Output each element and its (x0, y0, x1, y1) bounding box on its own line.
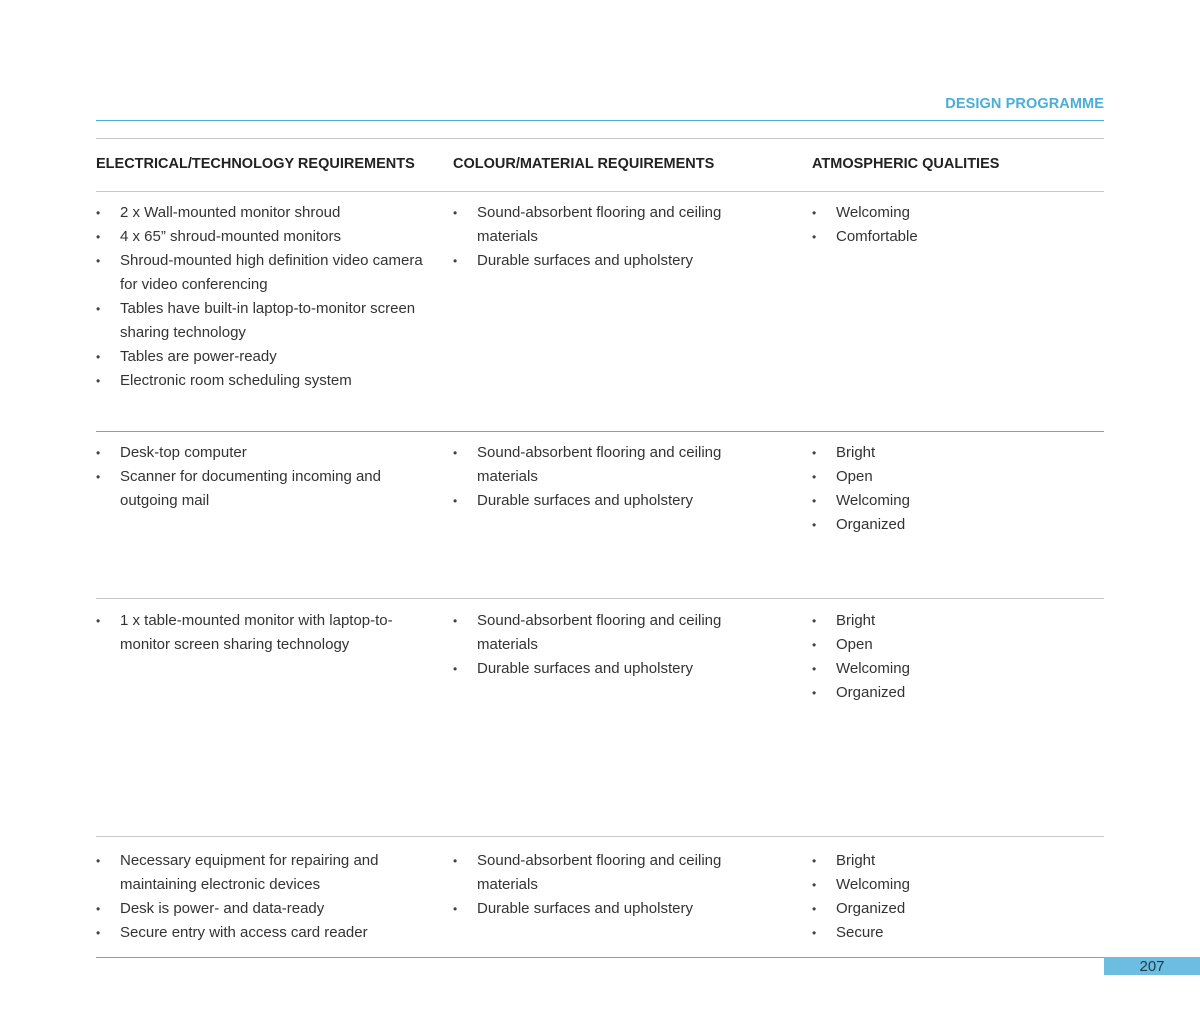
list-item (453, 249, 753, 273)
bullet-icon: • (453, 206, 458, 220)
bullet-icon: • (812, 926, 817, 940)
list-item (812, 225, 1072, 249)
bullet-icon: • (812, 686, 817, 700)
list-item-text: Secure (836, 924, 884, 941)
header-rule-gray (96, 138, 1104, 139)
row-divider (96, 431, 1104, 432)
list-item-text: Desk-top computer (120, 444, 247, 461)
row-1-atmospheric-list (812, 201, 1072, 249)
list-item-text: Sound-absorbent flooring and ceiling materials (477, 444, 722, 485)
list-item (96, 345, 441, 369)
list-item-text: Secure entry with access card reader (120, 924, 368, 941)
list-item-text: Open (836, 636, 873, 653)
list-item (812, 201, 1072, 225)
list-item (453, 657, 753, 681)
list-item (812, 513, 1072, 537)
list-item (96, 609, 441, 657)
bullet-icon: • (812, 854, 817, 868)
row-1-electrical-list (96, 201, 441, 393)
bullet-icon: • (812, 446, 817, 460)
list-item-text: Welcoming (836, 660, 910, 677)
list-item (453, 201, 753, 249)
list-item-text: Bright (836, 612, 876, 629)
list-item-text: Tables are power-ready (120, 348, 277, 365)
list-item-text: Sound-absorbent flooring and ceiling materials (477, 852, 722, 893)
row-3-atmospheric-list (812, 609, 1072, 705)
list-item (96, 201, 441, 225)
bullet-icon: • (96, 254, 101, 268)
bullet-icon: • (812, 518, 817, 532)
bullet-icon: • (96, 854, 101, 868)
bullet-icon: • (96, 350, 101, 364)
page-number: 207 (1104, 957, 1200, 975)
list-item-text: Durable surfaces and upholstery (477, 900, 693, 917)
list-item (96, 441, 441, 465)
bullet-icon: • (812, 206, 817, 220)
list-item-text: Sound-absorbent flooring and ceiling materials (477, 204, 722, 245)
bullet-icon: • (453, 854, 458, 868)
list-item (812, 849, 1072, 873)
list-item (96, 897, 441, 921)
bullet-icon: • (96, 470, 101, 484)
bullet-icon: • (812, 494, 817, 508)
list-item-text: Comfortable (836, 228, 918, 245)
list-item (812, 873, 1072, 897)
bullet-icon: • (453, 662, 458, 676)
list-item (96, 225, 441, 249)
bullet-icon: • (96, 206, 101, 220)
list-item (96, 369, 441, 393)
bullet-icon: • (812, 470, 817, 484)
list-item-text: 2 x Wall-mounted monitor shroud (120, 204, 341, 221)
row-3-electrical-list (96, 609, 441, 657)
list-item-text: Organized (836, 684, 906, 701)
list-item-text: Durable surfaces and upholstery (477, 660, 693, 677)
list-item-text: Welcoming (836, 492, 910, 509)
list-item (453, 897, 753, 921)
bullet-icon: • (453, 254, 458, 268)
list-item (812, 633, 1072, 657)
list-item (812, 897, 1072, 921)
list-item (96, 249, 441, 297)
bullet-icon: • (453, 614, 458, 628)
row-2-electrical-list (96, 441, 441, 513)
list-item-text: Tables have built-in laptop-to-monitor screen sharing technology (120, 300, 416, 341)
section-title: DESIGN PROGRAMME (945, 96, 1104, 112)
bullet-icon: • (812, 230, 817, 244)
list-item-text: 1 x table-mounted monitor with laptop-to-monitor screen sharing technology (120, 612, 393, 653)
bullet-icon: • (812, 878, 817, 892)
list-item (96, 849, 441, 897)
list-item-text: Shroud-mounted high definition video camera for video conferencing (120, 252, 423, 293)
list-item-text: Welcoming (836, 876, 910, 893)
row-4-electrical-list (96, 849, 441, 945)
list-item (96, 921, 441, 945)
row-4-atmospheric-list (812, 849, 1072, 945)
column-header-electrical: ELECTRICAL/TECHNOLOGY REQUIREMENTS (96, 156, 415, 172)
bullet-icon: • (812, 638, 817, 652)
list-item (812, 657, 1072, 681)
bullet-icon: • (96, 302, 101, 316)
bullet-icon: • (96, 446, 101, 460)
bullet-icon: • (812, 902, 817, 916)
list-item (96, 465, 441, 513)
column-header-colour-material: COLOUR/MATERIAL REQUIREMENTS (453, 156, 715, 172)
list-item (812, 681, 1072, 705)
list-item-text: Welcoming (836, 204, 910, 221)
list-item (453, 609, 753, 657)
list-item (453, 849, 753, 897)
list-item (453, 489, 753, 513)
list-item-text: Organized (836, 900, 906, 917)
list-item (812, 609, 1072, 633)
row-3-colour-material-list (453, 609, 753, 681)
list-item (812, 441, 1072, 465)
list-item-text: Electronic room scheduling system (120, 372, 352, 389)
list-item-text: Bright (836, 444, 876, 461)
header-rule-blue (96, 120, 1104, 121)
list-item-text: Bright (836, 852, 876, 869)
row-divider (96, 957, 1104, 958)
bullet-icon: • (96, 374, 101, 388)
list-item-text: Desk is power- and data-ready (120, 900, 325, 917)
bullet-icon: • (812, 614, 817, 628)
list-item-text: Organized (836, 516, 906, 533)
bullet-icon: • (96, 614, 101, 628)
bullet-icon: • (453, 494, 458, 508)
row-divider (96, 191, 1104, 192)
list-item-text: Open (836, 468, 873, 485)
list-item (812, 489, 1072, 513)
column-header-atmospheric: ATMOSPHERIC QUALITIES (812, 156, 1000, 172)
list-item-text: Durable surfaces and upholstery (477, 252, 693, 269)
list-item-text: Necessary equipment for repairing and maintaining electronic devices (120, 852, 379, 893)
row-2-colour-material-list (453, 441, 753, 513)
row-1-colour-material-list (453, 201, 753, 273)
list-item (812, 465, 1072, 489)
bullet-icon: • (453, 902, 458, 916)
row-divider (96, 836, 1104, 837)
list-item (812, 921, 1072, 945)
list-item (96, 297, 441, 345)
list-item-text: Durable surfaces and upholstery (477, 492, 693, 509)
row-2-atmospheric-list (812, 441, 1072, 537)
row-4-colour-material-list (453, 849, 753, 921)
list-item (453, 441, 753, 489)
list-item-text: Sound-absorbent flooring and ceiling materials (477, 612, 722, 653)
row-divider (96, 598, 1104, 599)
bullet-icon: • (96, 926, 101, 940)
bullet-icon: • (96, 902, 101, 916)
list-item-text: 4 x 65” shroud-mounted monitors (120, 228, 341, 245)
bullet-icon: • (812, 662, 817, 676)
bullet-icon: • (453, 446, 458, 460)
bullet-icon: • (96, 230, 101, 244)
list-item-text: Scanner for documenting incoming and outgoing mail (120, 468, 381, 509)
